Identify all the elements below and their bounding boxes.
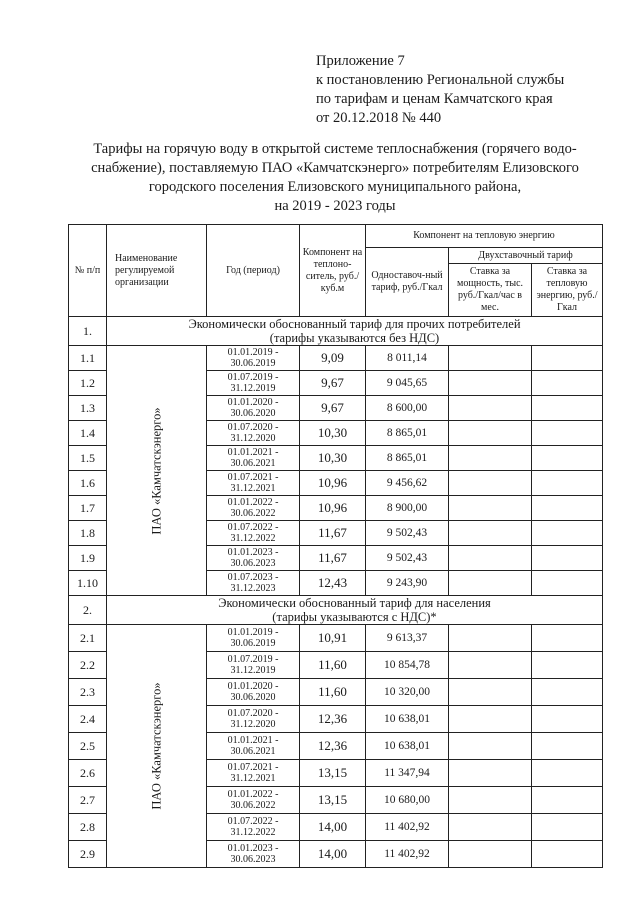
period-from: 01.07.2022 -: [227, 816, 279, 827]
row-number: 2.6: [69, 760, 107, 787]
period-from: 01.01.2019 -: [227, 347, 279, 358]
energy-rate-value: [532, 652, 603, 679]
period-from: 01.01.2022 -: [227, 789, 279, 800]
section-title-line: Экономически обоснованный тариф для прочих потребителей: [188, 317, 521, 331]
period-cell: [207, 787, 300, 814]
single-rate-value: 9 456,62: [366, 471, 449, 496]
energy-rate-value: [532, 625, 603, 652]
row-number: 1.5: [69, 446, 107, 471]
organization-cell: [107, 625, 207, 868]
period-cell: [207, 625, 300, 652]
organization-cell: [107, 346, 207, 596]
single-rate-value: 8 600,00: [366, 396, 449, 421]
energy-rate-value: [532, 706, 603, 733]
header-carrier: Компонент на теплоно-ситель, руб./куб.м: [300, 225, 366, 317]
period-cell: [207, 371, 300, 396]
period-cell: [207, 521, 300, 546]
carrier-value: 10,30: [300, 421, 366, 446]
single-rate-value: 10 680,00: [366, 787, 449, 814]
capacity-rate-value: [449, 814, 532, 841]
header-single-rate: Одноставоч-ный тариф, руб./Гкал: [366, 248, 449, 317]
row-number: 2.9: [69, 841, 107, 868]
table-row: [69, 625, 603, 652]
row-number: 1.4: [69, 421, 107, 446]
capacity-rate-value: [449, 371, 532, 396]
capacity-rate-value: [449, 841, 532, 868]
energy-rate-value: [532, 571, 603, 596]
period-cell: [207, 446, 300, 471]
period-cell: [207, 396, 300, 421]
period-from: 01.07.2019 -: [227, 654, 279, 665]
energy-rate-value: [532, 346, 603, 371]
row-number: 2.7: [69, 787, 107, 814]
document-title: [70, 140, 600, 216]
period-to: 31.12.2020: [230, 433, 276, 444]
capacity-rate-value: [449, 652, 532, 679]
single-rate-value: 8 011,14: [366, 346, 449, 371]
carrier-value: 10,30: [300, 446, 366, 471]
carrier-value: 13,15: [300, 787, 366, 814]
capacity-rate-value: [449, 471, 532, 496]
carrier-value: 10,96: [300, 471, 366, 496]
period-from: 01.01.2021 -: [227, 735, 279, 746]
row-number: 1.9: [69, 546, 107, 571]
appendix-line: по тарифам и ценам Камчатского края: [316, 91, 553, 107]
period-cell: [207, 814, 300, 841]
period-to: 30.06.2019: [230, 358, 276, 369]
period-to: 30.06.2021: [230, 458, 276, 469]
single-rate-value: 11 347,94: [366, 760, 449, 787]
period-cell: [207, 421, 300, 446]
capacity-rate-value: [449, 396, 532, 421]
title-line: на 2019 - 2023 годы: [274, 198, 396, 214]
capacity-rate-value: [449, 421, 532, 446]
period-from: 01.07.2020 -: [227, 422, 279, 433]
energy-rate-value: [532, 546, 603, 571]
section-row: [69, 596, 603, 625]
single-rate-value: 9 613,37: [366, 625, 449, 652]
appendix-line: Приложение 7: [316, 53, 405, 69]
capacity-rate-value: [449, 679, 532, 706]
energy-rate-value: [532, 521, 603, 546]
period-to: 30.06.2020: [230, 692, 276, 703]
row-number: 2.2: [69, 652, 107, 679]
period-cell: [207, 346, 300, 371]
carrier-value: 12,43: [300, 571, 366, 596]
single-rate-value: 8 900,00: [366, 496, 449, 521]
carrier-value: 11,67: [300, 521, 366, 546]
capacity-rate-value: [449, 446, 532, 471]
energy-rate-value: [532, 814, 603, 841]
capacity-rate-value: [449, 496, 532, 521]
energy-rate-value: [532, 787, 603, 814]
single-rate-value: 9 502,43: [366, 546, 449, 571]
row-number: 1.1: [69, 346, 107, 371]
row-number: 2.8: [69, 814, 107, 841]
period-to: 31.12.2022: [230, 533, 276, 544]
period-from: 01.01.2020 -: [227, 681, 279, 692]
period-to: 30.06.2020: [230, 408, 276, 419]
period-to: 30.06.2021: [230, 746, 276, 757]
period-to: 31.12.2023: [230, 583, 276, 594]
capacity-rate-value: [449, 733, 532, 760]
single-rate-value: 10 638,01: [366, 706, 449, 733]
header-period: Год (период): [207, 225, 300, 317]
period-to: 30.06.2022: [230, 508, 276, 519]
capacity-rate-value: [449, 625, 532, 652]
carrier-value: 10,91: [300, 625, 366, 652]
row-number: 1.6: [69, 471, 107, 496]
organization-name: ПАО «Камчатскэнерго»: [149, 682, 163, 810]
period-cell: [207, 706, 300, 733]
title-line: городского поселения Елизовского муниципального района,: [148, 179, 522, 195]
header-num: № п/п: [69, 225, 107, 317]
single-rate-value: 11 402,92: [366, 814, 449, 841]
header-capacity-rate: Ставка за мощность, тыс. руб./Гкал/час в мес.: [449, 264, 532, 317]
title-line: Тарифы на горячую воду в открытой системе теплоснабжения (горячего водо-: [93, 141, 577, 157]
period-cell: [207, 841, 300, 868]
appendix-line: от 20.12.2018 № 440: [316, 110, 442, 126]
row-number: 2.4: [69, 706, 107, 733]
section-number: 2.: [69, 596, 107, 625]
capacity-rate-value: [449, 571, 532, 596]
single-rate-value: 10 320,00: [366, 679, 449, 706]
section-title: [107, 596, 603, 625]
row-number: 1.10: [69, 571, 107, 596]
period-from: 01.01.2019 -: [227, 627, 279, 638]
single-rate-value: 11 402,92: [366, 841, 449, 868]
carrier-value: 11,60: [300, 652, 366, 679]
carrier-value: 11,60: [300, 679, 366, 706]
energy-rate-value: [532, 371, 603, 396]
row-number: 1.2: [69, 371, 107, 396]
single-rate-value: 9 045,65: [366, 371, 449, 396]
capacity-rate-value: [449, 787, 532, 814]
section-title: [107, 317, 603, 346]
capacity-rate-value: [449, 706, 532, 733]
energy-rate-value: [532, 496, 603, 521]
header-thermal-group: Компонент на тепловую энергию: [366, 225, 603, 248]
row-number: 2.1: [69, 625, 107, 652]
period-to: 31.12.2020: [230, 719, 276, 730]
capacity-rate-value: [449, 521, 532, 546]
period-from: 01.01.2023 -: [227, 547, 279, 558]
row-number: 1.7: [69, 496, 107, 521]
energy-rate-value: [532, 760, 603, 787]
energy-rate-value: [532, 446, 603, 471]
header-two-rate: Двухставочный тариф: [449, 248, 603, 264]
single-rate-value: 8 865,01: [366, 421, 449, 446]
period-cell: [207, 471, 300, 496]
single-rate-value: 9 502,43: [366, 521, 449, 546]
energy-rate-value: [532, 733, 603, 760]
capacity-rate-value: [449, 546, 532, 571]
period-from: 01.07.2019 -: [227, 372, 279, 383]
period-from: 01.07.2023 -: [227, 572, 279, 583]
energy-rate-value: [532, 471, 603, 496]
row-number: 1.3: [69, 396, 107, 421]
period-cell: [207, 496, 300, 521]
period-to: 31.12.2021: [230, 773, 276, 784]
period-cell: [207, 652, 300, 679]
organization-name: ПАО «Камчатскэнерго»: [149, 406, 163, 535]
appendix-header: [316, 52, 564, 128]
period-cell: [207, 571, 300, 596]
energy-rate-value: [532, 841, 603, 868]
period-to: 31.12.2021: [230, 483, 276, 494]
period-to: 30.06.2023: [230, 854, 276, 865]
period-to: 31.12.2019: [230, 665, 276, 676]
period-from: 01.07.2021 -: [227, 762, 279, 773]
period-to: 30.06.2023: [230, 558, 276, 569]
period-to: 30.06.2022: [230, 800, 276, 811]
energy-rate-value: [532, 396, 603, 421]
section-title-line: (тарифы указываются с НДС)*: [272, 610, 437, 624]
title-line: снабжение), поставляемую ПАО «Камчатскэнерго» потребителям Елизовского: [91, 160, 579, 176]
section-row: [69, 317, 603, 346]
period-cell: [207, 546, 300, 571]
header-energy-rate: Ставка за тепловую энергию, руб./Гкал: [532, 264, 603, 317]
capacity-rate-value: [449, 760, 532, 787]
carrier-value: 9,67: [300, 371, 366, 396]
section-number: 1.: [69, 317, 107, 346]
single-rate-value: 10 638,01: [366, 733, 449, 760]
single-rate-value: 8 865,01: [366, 446, 449, 471]
period-from: 01.01.2021 -: [227, 447, 279, 458]
row-number: 1.8: [69, 521, 107, 546]
period-from: 01.01.2022 -: [227, 497, 279, 508]
section-title-line: Экономически обоснованный тариф для населения: [218, 596, 491, 610]
single-rate-value: 9 243,90: [366, 571, 449, 596]
carrier-value: 12,36: [300, 706, 366, 733]
period-from: 01.07.2020 -: [227, 708, 279, 719]
carrier-value: 9,09: [300, 346, 366, 371]
appendix-line: к постановлению Региональной службы: [316, 72, 565, 88]
capacity-rate-value: [449, 346, 532, 371]
carrier-value: 9,67: [300, 396, 366, 421]
section-title-line: (тарифы указываются без НДС): [269, 331, 440, 345]
header-org: Наименование регулируемой организации: [107, 225, 207, 317]
table-row: [69, 346, 603, 371]
period-to: 30.06.2019: [230, 638, 276, 649]
period-from: 01.01.2023 -: [227, 843, 279, 854]
row-number: 2.3: [69, 679, 107, 706]
period-cell: [207, 733, 300, 760]
carrier-value: 14,00: [300, 841, 366, 868]
period-to: 31.12.2019: [230, 383, 276, 394]
single-rate-value: 10 854,78: [366, 652, 449, 679]
period-cell: [207, 760, 300, 787]
tariff-table: [68, 224, 603, 868]
carrier-value: 11,67: [300, 546, 366, 571]
row-number: 2.5: [69, 733, 107, 760]
period-cell: [207, 679, 300, 706]
period-to: 31.12.2022: [230, 827, 276, 838]
carrier-value: 13,15: [300, 760, 366, 787]
carrier-value: 14,00: [300, 814, 366, 841]
period-from: 01.01.2020 -: [227, 397, 279, 408]
energy-rate-value: [532, 421, 603, 446]
carrier-value: 10,96: [300, 496, 366, 521]
carrier-value: 12,36: [300, 733, 366, 760]
period-from: 01.07.2021 -: [227, 472, 279, 483]
period-from: 01.07.2022 -: [227, 522, 279, 533]
energy-rate-value: [532, 679, 603, 706]
